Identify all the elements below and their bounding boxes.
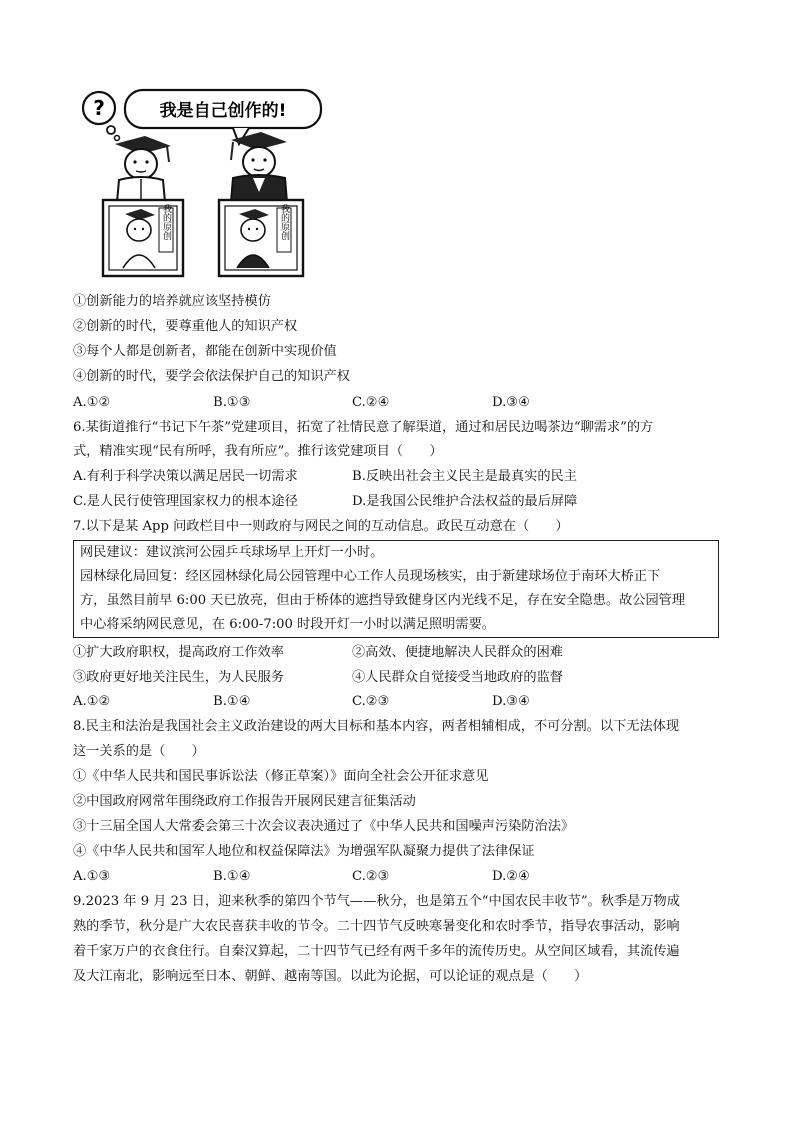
q7-statement-2: ②高效、便捷地解决人民群众的困难 xyxy=(352,645,563,660)
question-mark-text: ? xyxy=(93,96,105,120)
q9-line-1: 9.2023 年 9 月 23 日，迎来秋季的第四个节气——秋分，也是第五个“中国农民丰收节”。秋季是万物成 xyxy=(73,894,680,909)
q6-option-c[interactable]: C.是人民行使管理国家权力的根本途径 xyxy=(73,494,298,509)
q8-stem-line-1: 8.民主和法治是我国社会主义政治建设的两大目标和基本内容，两者相辅相成，不可分割。以下无法体现 xyxy=(73,719,680,734)
left-graduate-figure xyxy=(103,136,183,276)
cartoon-illustration xyxy=(73,82,333,280)
speech-bubble-text: 我是自己创作的! xyxy=(159,101,287,121)
q6-stem-line-1: 6.某街道推行“书记下午茶”党建项目，拓宽了社情民意了解渠道，通过和居民边喝茶边“聊需求”的方 xyxy=(73,420,654,435)
q7-box-line-1: 网民建议：建议滨河公园乒乓球场早上开灯一小时。 xyxy=(80,545,384,560)
q5-statement-3: ③每个人都是创新者，都能在创新中实现价值 xyxy=(73,344,337,359)
q7-box-line-4: 中心将采纳网民意见，在 6:00-7:00 时段开灯一小时以满足照明需要。 xyxy=(80,617,495,632)
q8-statement-4: ④《中华人民共和国军人地位和权益保障法》为增强军队凝聚力提供了法律保证 xyxy=(73,844,535,859)
q7-statement-1: ①扩大政府职权，提高政府工作效率 xyxy=(73,645,284,660)
q6-option-b[interactable]: B.反映出社会主义民主是最真实的民主 xyxy=(352,469,577,484)
q7-option-d[interactable]: D.③④ xyxy=(492,694,530,709)
frame-right-label: 我的原创 xyxy=(279,204,289,240)
q6-stem-line-2: 式，精准实现“民有所呼，我有所应”。推行该党建项目（ ） xyxy=(73,444,443,459)
q7-statement-4: ④人民群众自觉接受当地政府的监督 xyxy=(352,670,563,685)
q7-statement-3: ③政府更好地关注民生，为人民服务 xyxy=(73,670,284,685)
q7-box-line-3: 方，虽然目前早 6:00 天已放亮，但由于桥体的遮挡导致健身区内光线不足，存在安全隐患。故公园管理 xyxy=(80,593,686,608)
frame-left-label: 我的原创 xyxy=(161,204,171,240)
q8-stem-line-2: 这一关系的是（ ） xyxy=(73,744,205,759)
q5-statement-4: ④创新的时代，要学会依法保护自己的知识产权 xyxy=(73,369,350,384)
q7-option-a[interactable]: A.①② xyxy=(73,694,111,709)
q8-option-a[interactable]: A.①③ xyxy=(73,869,111,884)
q8-statement-3: ③十三届全国人大常委会第三十次会议表决通过了《中华人民共和国噪声污染防治法》 xyxy=(73,819,575,834)
q6-option-a[interactable]: A.有利于科学决策以满足居民一切需求 xyxy=(73,469,298,484)
q5-option-d[interactable]: D.③④ xyxy=(492,395,530,410)
q6-option-d[interactable]: D.是我国公民维护合法权益的最后屏障 xyxy=(352,494,578,509)
q9-line-4: 及大江南北，影响远至日本、朝鲜、越南等国。以此为论据，可以论证的观点是（ ） xyxy=(73,969,588,984)
q9-line-2: 熟的季节，秋分是广大农民喜获丰收的节令。二十四节气反映寒暑变化和农时季节，指导农事活动，影响 xyxy=(73,919,680,934)
q8-option-c[interactable]: C.②③ xyxy=(352,869,390,884)
right-graduate-figure xyxy=(219,132,303,276)
q7-box-line-2: 园林绿化局回复：经区园林绿化局公园管理中心工作人员现场核实，由于新建球场位于南环大桥正下 xyxy=(80,569,661,584)
q5-statement-1: ①创新能力的培养就应该坚持模仿 xyxy=(73,294,271,309)
q7-stem: 7.以下是某 App 问政栏目中一则政府与网民之间的互动信息。政民互动意在（ ） xyxy=(73,519,569,534)
q5-statement-2: ②创新的时代，要尊重他人的知识产权 xyxy=(73,319,298,334)
q5-option-a[interactable]: A.①② xyxy=(73,395,111,410)
q8-option-b[interactable]: B.①④ xyxy=(213,869,251,884)
q8-statement-1: ①《中华人民共和国民事诉讼法（修正草案）》面向全社会公开征求意见 xyxy=(73,769,489,784)
q8-statement-2: ②中国政府网常年围绕政府工作报告开展网民建言征集活动 xyxy=(73,794,416,809)
q8-option-d[interactable]: D.②④ xyxy=(492,869,530,884)
q5-option-c[interactable]: C.②④ xyxy=(352,395,390,410)
q9-line-3: 着千家万户的衣食住行。自秦汉算起，二十四节气已经有两千多年的流传历史。从空间区域看，其流传遍 xyxy=(73,944,680,959)
q7-material-box xyxy=(73,540,719,638)
q7-option-b[interactable]: B.①④ xyxy=(213,694,251,709)
q7-option-c[interactable]: C.②③ xyxy=(352,694,390,709)
q5-option-b[interactable]: B.①③ xyxy=(213,395,251,410)
